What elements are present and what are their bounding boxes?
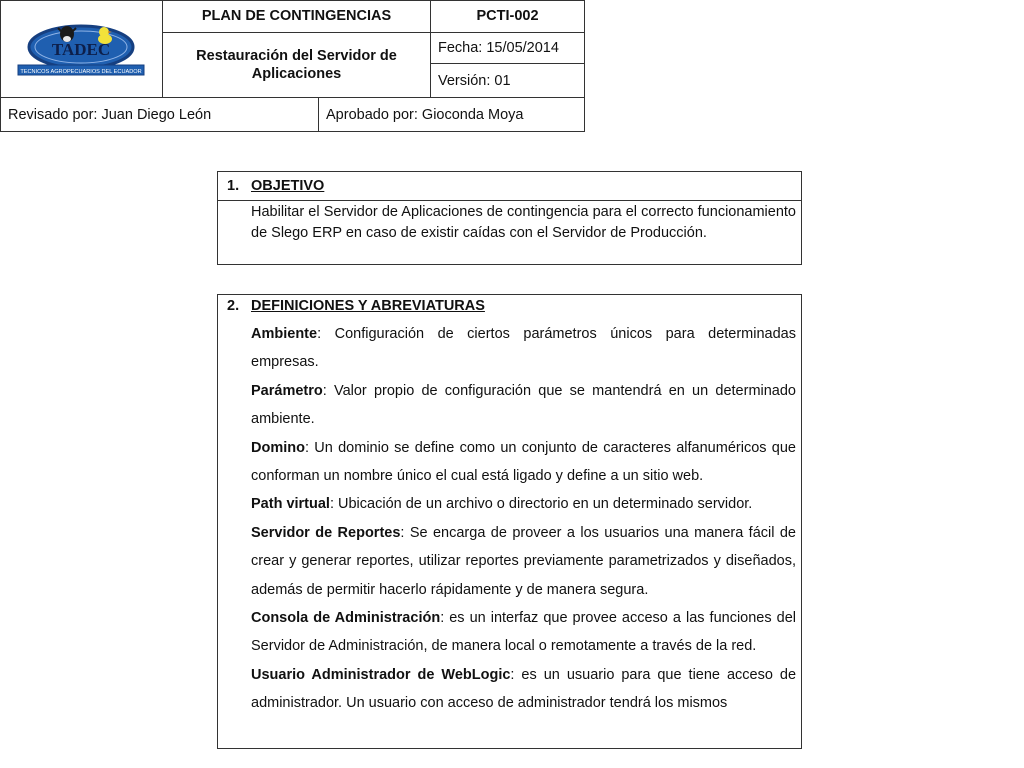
doc-subject: Restauración del Servidor de Aplicaciones bbox=[196, 48, 397, 82]
definition-term: Ambiente bbox=[251, 326, 318, 342]
definitions-list bbox=[251, 320, 796, 718]
doc-date: Fecha: 15/05/2014 bbox=[438, 40, 559, 56]
definition-term: Path virtual bbox=[251, 496, 330, 513]
doc-version: Versión: 01 bbox=[438, 72, 511, 89]
definition-item bbox=[251, 604, 796, 661]
definition-term: Parámetro bbox=[251, 382, 323, 399]
section-definiciones bbox=[217, 294, 802, 749]
tadec-logo-icon bbox=[10, 18, 152, 80]
definition-text: : Ubicación de un archivo o directorio en un determinado servidor. bbox=[329, 496, 753, 513]
definition-term: Domino bbox=[251, 439, 305, 456]
logo-tagline-text: TECNICOS AGROPECUARIOS DEL ECUADOR bbox=[20, 68, 142, 75]
definition-text: : Se encarga de proveer a los usuarios una manera fácil de crear y generar reportes, utilizar reportes previamente parametrizados y diseñados, además de permitir hacerlo rápidamente y de manera segura. bbox=[251, 524, 796, 598]
section-2-number: 2. bbox=[227, 298, 240, 314]
definition-term: Servidor de Reportes bbox=[251, 524, 401, 541]
doc-title: PLAN DE CONTINGENCIAS bbox=[201, 8, 392, 24]
doc-code: PCTI-002 bbox=[476, 8, 539, 24]
definition-text: : es un interfaz que provee acceso a las funciones del Servidor de Administración, de manera local o remotamente a través de la red. bbox=[251, 610, 796, 655]
document-header-table bbox=[0, 0, 585, 132]
section-objetivo bbox=[217, 171, 802, 265]
definition-item bbox=[251, 490, 796, 518]
definition-text: : es un usuario para que tiene acceso de administrador. Un usuario con acceso de administrador tendrá los mismos bbox=[251, 666, 797, 712]
definition-item bbox=[251, 377, 796, 434]
definition-text: : Un dominio se define como un conjunto de caracteres alfanuméricos que conforman un nombre único el cual está ligado y define a un sitio web. bbox=[251, 439, 796, 485]
section-1-text: Habilitar el Servidor de Aplicaciones de contingencia para el correcto funcionamiento de Slego ERP en caso de existir caídas con el Servidor de Producción. bbox=[251, 204, 796, 241]
approved-by: Aprobado por: Gioconda Moya bbox=[326, 106, 524, 123]
definition-item bbox=[251, 519, 796, 604]
definition-text: : Configuración de ciertos parámetros únicos para determinadas empresas. bbox=[251, 326, 796, 371]
logo-brand-text: TADEC bbox=[51, 39, 111, 59]
section-2-heading bbox=[227, 298, 485, 314]
definition-term: Consola de Administración bbox=[251, 610, 441, 627]
section-2-title: DEFINICIONES Y ABREVIATURAS bbox=[251, 298, 485, 314]
definition-term: Usuario Administrador de WebLogic bbox=[251, 666, 511, 683]
company-logo bbox=[0, 0, 162, 97]
definition-item bbox=[251, 320, 796, 377]
section-1-heading bbox=[227, 178, 324, 194]
section-1-number: 1. bbox=[227, 178, 240, 194]
definition-item bbox=[251, 434, 796, 491]
definition-text: : Valor propio de configuración que se mantendrá en un determinado ambiente. bbox=[251, 382, 796, 428]
definition-item bbox=[251, 661, 796, 718]
reviewed-by: Revisado por: Juan Diego León bbox=[8, 106, 212, 123]
section-1-title: OBJETIVO bbox=[251, 178, 325, 194]
